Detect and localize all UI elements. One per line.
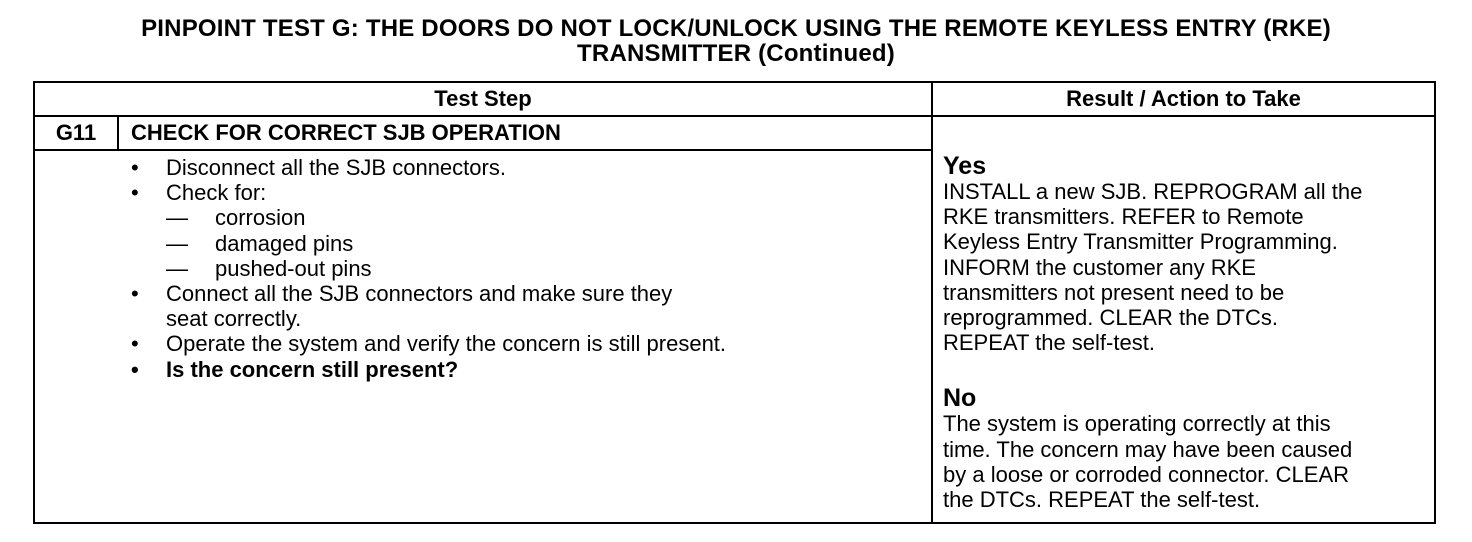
step-title-row (34, 116, 1435, 150)
result-yes-label: Yes (943, 152, 987, 180)
sublist-item (166, 256, 931, 281)
step-title-cell (34, 116, 932, 150)
sublist-item (166, 205, 931, 230)
list-item: • Disconnect all the SJB connectors. (35, 155, 931, 180)
step-bullet-list (35, 151, 931, 382)
list-item (35, 180, 931, 281)
page-title (0, 16, 1472, 66)
sublist-item-text: damaged pins (215, 230, 354, 256)
page-title-line-1: PINPOINT TEST G: THE DOORS DO NOT LOCK/UNLOCK USING THE REMOTE KEYLESS ENTRY (RKE) (141, 15, 1331, 42)
list-item: • Connect all the SJB connectors and make sure they seat correctly. (35, 281, 706, 331)
list-item-text: Check for: (166, 180, 267, 206)
step-body-cell (34, 150, 932, 523)
pinpoint-test-table (33, 81, 1436, 524)
sublist-item-text: pushed-out pins (215, 255, 372, 281)
result-yes-text: INSTALL a new SJB. REPROGRAM all the RKE transmitters. REFER to Remote Keyless Entry Transmitter Programming. INFORM the customer any RKE transmitters not present need to be reprogrammed. CLEAR the DTCs. REPEAT the self-test. (943, 179, 1363, 356)
dash-marker: — (166, 255, 188, 281)
sublist-item-text: corrosion (215, 205, 306, 231)
dash-marker: — (166, 205, 188, 231)
list-item: • Is the concern still present? (35, 357, 931, 382)
check-sublist (166, 205, 931, 281)
step-id: G11 (35, 117, 119, 149)
table-header-row (34, 82, 1435, 116)
result-no-label: No (943, 384, 977, 413)
result-no-text: The system is operating correctly at this time. The concern may have been caused by a loose or corroded connector. CLEAR the DTCs. REPEAT the self-test. (943, 411, 1353, 513)
page-title-line-2: TRANSMITTER (Continued) (577, 40, 895, 67)
header-test-step: Test Step (34, 82, 932, 116)
result-cell (932, 116, 1435, 523)
step-title: CHECK FOR CORRECT SJB OPERATION (131, 120, 561, 145)
header-result-action: Result / Action to Take (932, 82, 1435, 116)
sublist-item (166, 231, 931, 256)
dash-marker: — (166, 230, 188, 256)
list-item: • Operate the system and verify the concern is still present. (35, 331, 931, 356)
